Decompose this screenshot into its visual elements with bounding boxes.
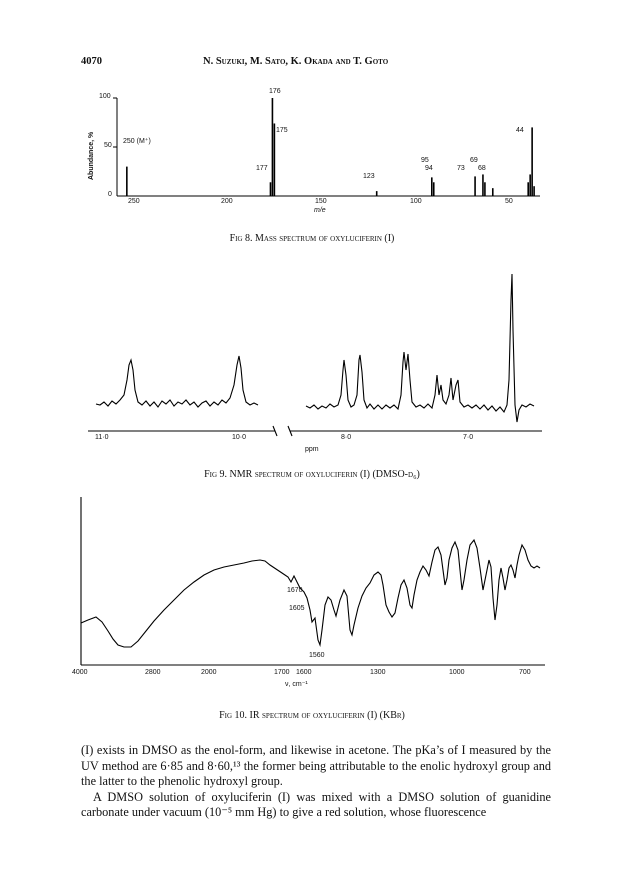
ir-band-label: 1560 bbox=[309, 652, 325, 659]
ir-xtick: 1300 bbox=[370, 669, 386, 676]
nmr-xtick: 11·0 bbox=[95, 434, 109, 441]
ms-ytick-50: 50 bbox=[104, 142, 112, 149]
ir-xtick: 4000 bbox=[72, 669, 88, 676]
paragraph: (I) exists in DMSO as the enol-form, and likewise in acetone. The pKa’s of I measured by the UV method are 6·85 and 8·60,¹³ the former being attributable to the enolic hydroxyl group and the latter to the phenolic hydroxyl group. bbox=[81, 743, 551, 788]
body-text bbox=[81, 743, 551, 821]
ms-peak-label: 250 (M⁺) bbox=[123, 138, 151, 145]
ms-xtick-200: 200 bbox=[221, 198, 233, 205]
ms-peak-label: 123 bbox=[363, 173, 375, 180]
ms-peak-label: 176 bbox=[269, 88, 281, 95]
ir-xlabel: ν, cm⁻¹ bbox=[285, 681, 308, 688]
ms-peak-label: 73 bbox=[457, 165, 465, 172]
ms-ylabel: Abundance, % bbox=[88, 131, 95, 180]
ir-xtick: 1600 bbox=[296, 669, 312, 676]
ms-ytick-100: 100 bbox=[99, 93, 111, 100]
ir-xtick: 2800 bbox=[145, 669, 161, 676]
ir-band-label: 1605 bbox=[289, 605, 305, 612]
ms-xlabel: m/e bbox=[314, 207, 326, 214]
ir-band-label: 1670 bbox=[287, 587, 303, 594]
ir-xtick: 2000 bbox=[201, 669, 217, 676]
ms-peak-label: 94 bbox=[425, 165, 433, 172]
ms-peak-label: 68 bbox=[478, 165, 486, 172]
ms-xtick-150: 150 bbox=[315, 198, 327, 205]
fig8-caption: Fig 8. Mass spectrum of oxyluciferin (I) bbox=[229, 233, 395, 244]
fig9-caption: Fig 9. NMR spectrum of oxyluciferin (I) (DMSO-d₆) bbox=[204, 469, 420, 480]
nmr-xlabel: ppm bbox=[305, 446, 319, 453]
nmr-xtick: 10·0 bbox=[232, 434, 247, 441]
ms-peak-label: 44 bbox=[516, 127, 524, 134]
page-number: 4070 bbox=[81, 56, 102, 67]
ms-peak-label: 177 bbox=[256, 165, 268, 172]
nmr-xtick: 8·0 bbox=[341, 434, 352, 441]
ms-peak-label: 175 bbox=[276, 127, 288, 134]
ms-ytick-0: 0 bbox=[108, 191, 112, 198]
ir-xtick: 1000 bbox=[449, 669, 465, 676]
ms-xtick-50: 50 bbox=[505, 198, 513, 205]
nmr-xtick: 7·0 bbox=[463, 434, 474, 441]
paragraph: A DMSO solution of oxyluciferin (I) was mixed with a DMSO solution of guanidine carbonate under vacuum (10⁻⁵ mm Hg) to give a red solution, whose fluorescence bbox=[81, 789, 551, 819]
authors: N. Suzuki, M. Sato, K. Okada and T. Goto bbox=[203, 56, 389, 67]
ir-xtick: 700 bbox=[519, 669, 531, 676]
ms-peak-label: 95 bbox=[421, 157, 429, 164]
ir-trace bbox=[81, 540, 540, 647]
fig10-caption: Fig 10. IR spectrum of oxyluciferin (I) (KBr) bbox=[219, 710, 405, 721]
ms-peak-label: 69 bbox=[470, 157, 478, 164]
ms-xtick-100: 100 bbox=[410, 198, 422, 205]
ms-xtick-250: 250 bbox=[128, 198, 140, 205]
ir-xtick: 1700 bbox=[274, 669, 290, 676]
